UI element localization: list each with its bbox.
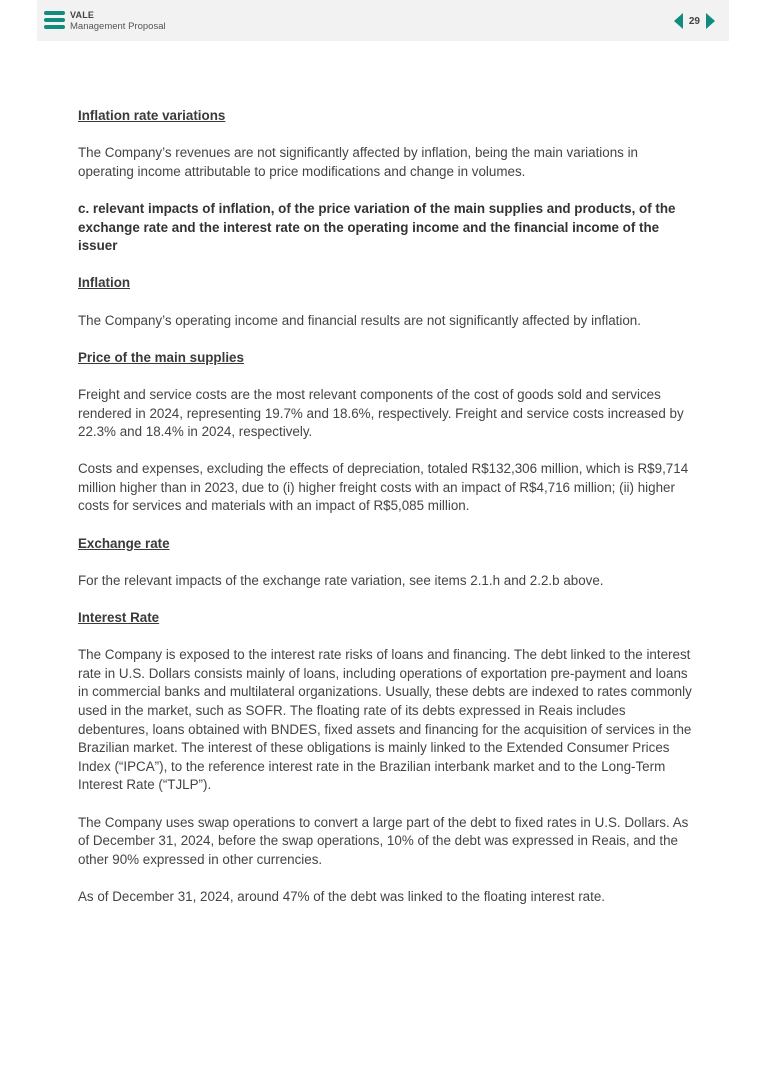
hamburger-menu-icon[interactable] bbox=[44, 11, 65, 29]
paragraph-operating-income-inflation: The Company’s operating income and financial results are not significantly affected by inflation. bbox=[78, 312, 641, 328]
section-heading-main-supplies: Price of the main supplies bbox=[78, 349, 244, 365]
section-heading-inflation: Inflation bbox=[78, 275, 131, 291]
paragraph-freight-service-costs: Freight and service costs are the most relevant components of the cost of goods sold and services rendered in 2024, representing 19.7% and 18.6%, respectively. Freight and service costs increased by 22.3% and 18.4% in 2024, respectively. bbox=[78, 386, 684, 440]
section-heading-inflation-rate-variations: Inflation rate variations bbox=[78, 108, 226, 123]
next-page-icon[interactable] bbox=[706, 13, 715, 29]
paragraph-costs-expenses: Costs and expenses, excluding the effects of depreciation, totaled R$132,306 million, which is R$9,714 million higher than in 2023, due to (i) higher freight costs with an impact of R$4,716 million; (ii) higher costs for services and materials with an impact of R$5,085 million. bbox=[78, 461, 689, 514]
page-header bbox=[37, 0, 729, 41]
section-heading-interest-rate: Interest Rate bbox=[78, 610, 160, 626]
document-body bbox=[78, 107, 693, 925]
document-subtitle: Management Proposal bbox=[70, 21, 166, 32]
section-heading-exchange-rate: Exchange rate bbox=[78, 535, 170, 551]
paragraph-interest-rate-risks: The Company is exposed to the interest rate risks of loans and financing. The debt linked to the interest rate in U.S. Dollars consists mainly of loans, including operations of exportation pre-payment and loans in commercial banks and multilateral organizations. Usually, these debts are indexed to rates commonly used in the market, such as SOFR. The floating rate of its debts expressed in Reais includes debentures, loans obtained with BNDES, fixed assets and financing for the acquisition of services in the Brazilian market. The interest of these obligations is mainly linked to the Extended Consumer Prices Index (“IPCA”), to the reference interest rate in the Brazilian interbank market and to the Long-Term Interest Rate (“TJLP”). bbox=[78, 647, 692, 793]
paragraph-swap-operations: The Company uses swap operations to convert a large part of the debt to fixed rates in U.S. Dollars. As of December 31, 2024, before the swap operations, 10% of the debt was expressed in Reais, and the other 90% expressed in other currencies. bbox=[78, 814, 689, 867]
paragraph-revenues-inflation: The Company’s revenues are not significantly affected by inflation, being the main variations in operating income attributable to price modifications and change in volumes. bbox=[78, 145, 639, 179]
brand-block bbox=[70, 10, 166, 32]
paragraph-exchange-rate: For the relevant impacts of the exchange rate variation, see items 2.1.h and 2.2.b above. bbox=[78, 572, 604, 588]
paragraph-floating-rate-share: As of December 31, 2024, around 47% of the debt was linked to the floating interest rate. bbox=[78, 888, 606, 904]
previous-page-icon[interactable] bbox=[674, 13, 683, 29]
brand-name: VALE bbox=[70, 10, 95, 20]
page-number: 29 bbox=[688, 15, 700, 27]
page-navigator bbox=[674, 13, 715, 29]
subsection-title-relevant-impacts: c. relevant impacts of inflation, of the price variation of the main supplies and products, of the exchange rate and the interest rate on the operating income and the financial income of the issuer bbox=[78, 200, 676, 254]
